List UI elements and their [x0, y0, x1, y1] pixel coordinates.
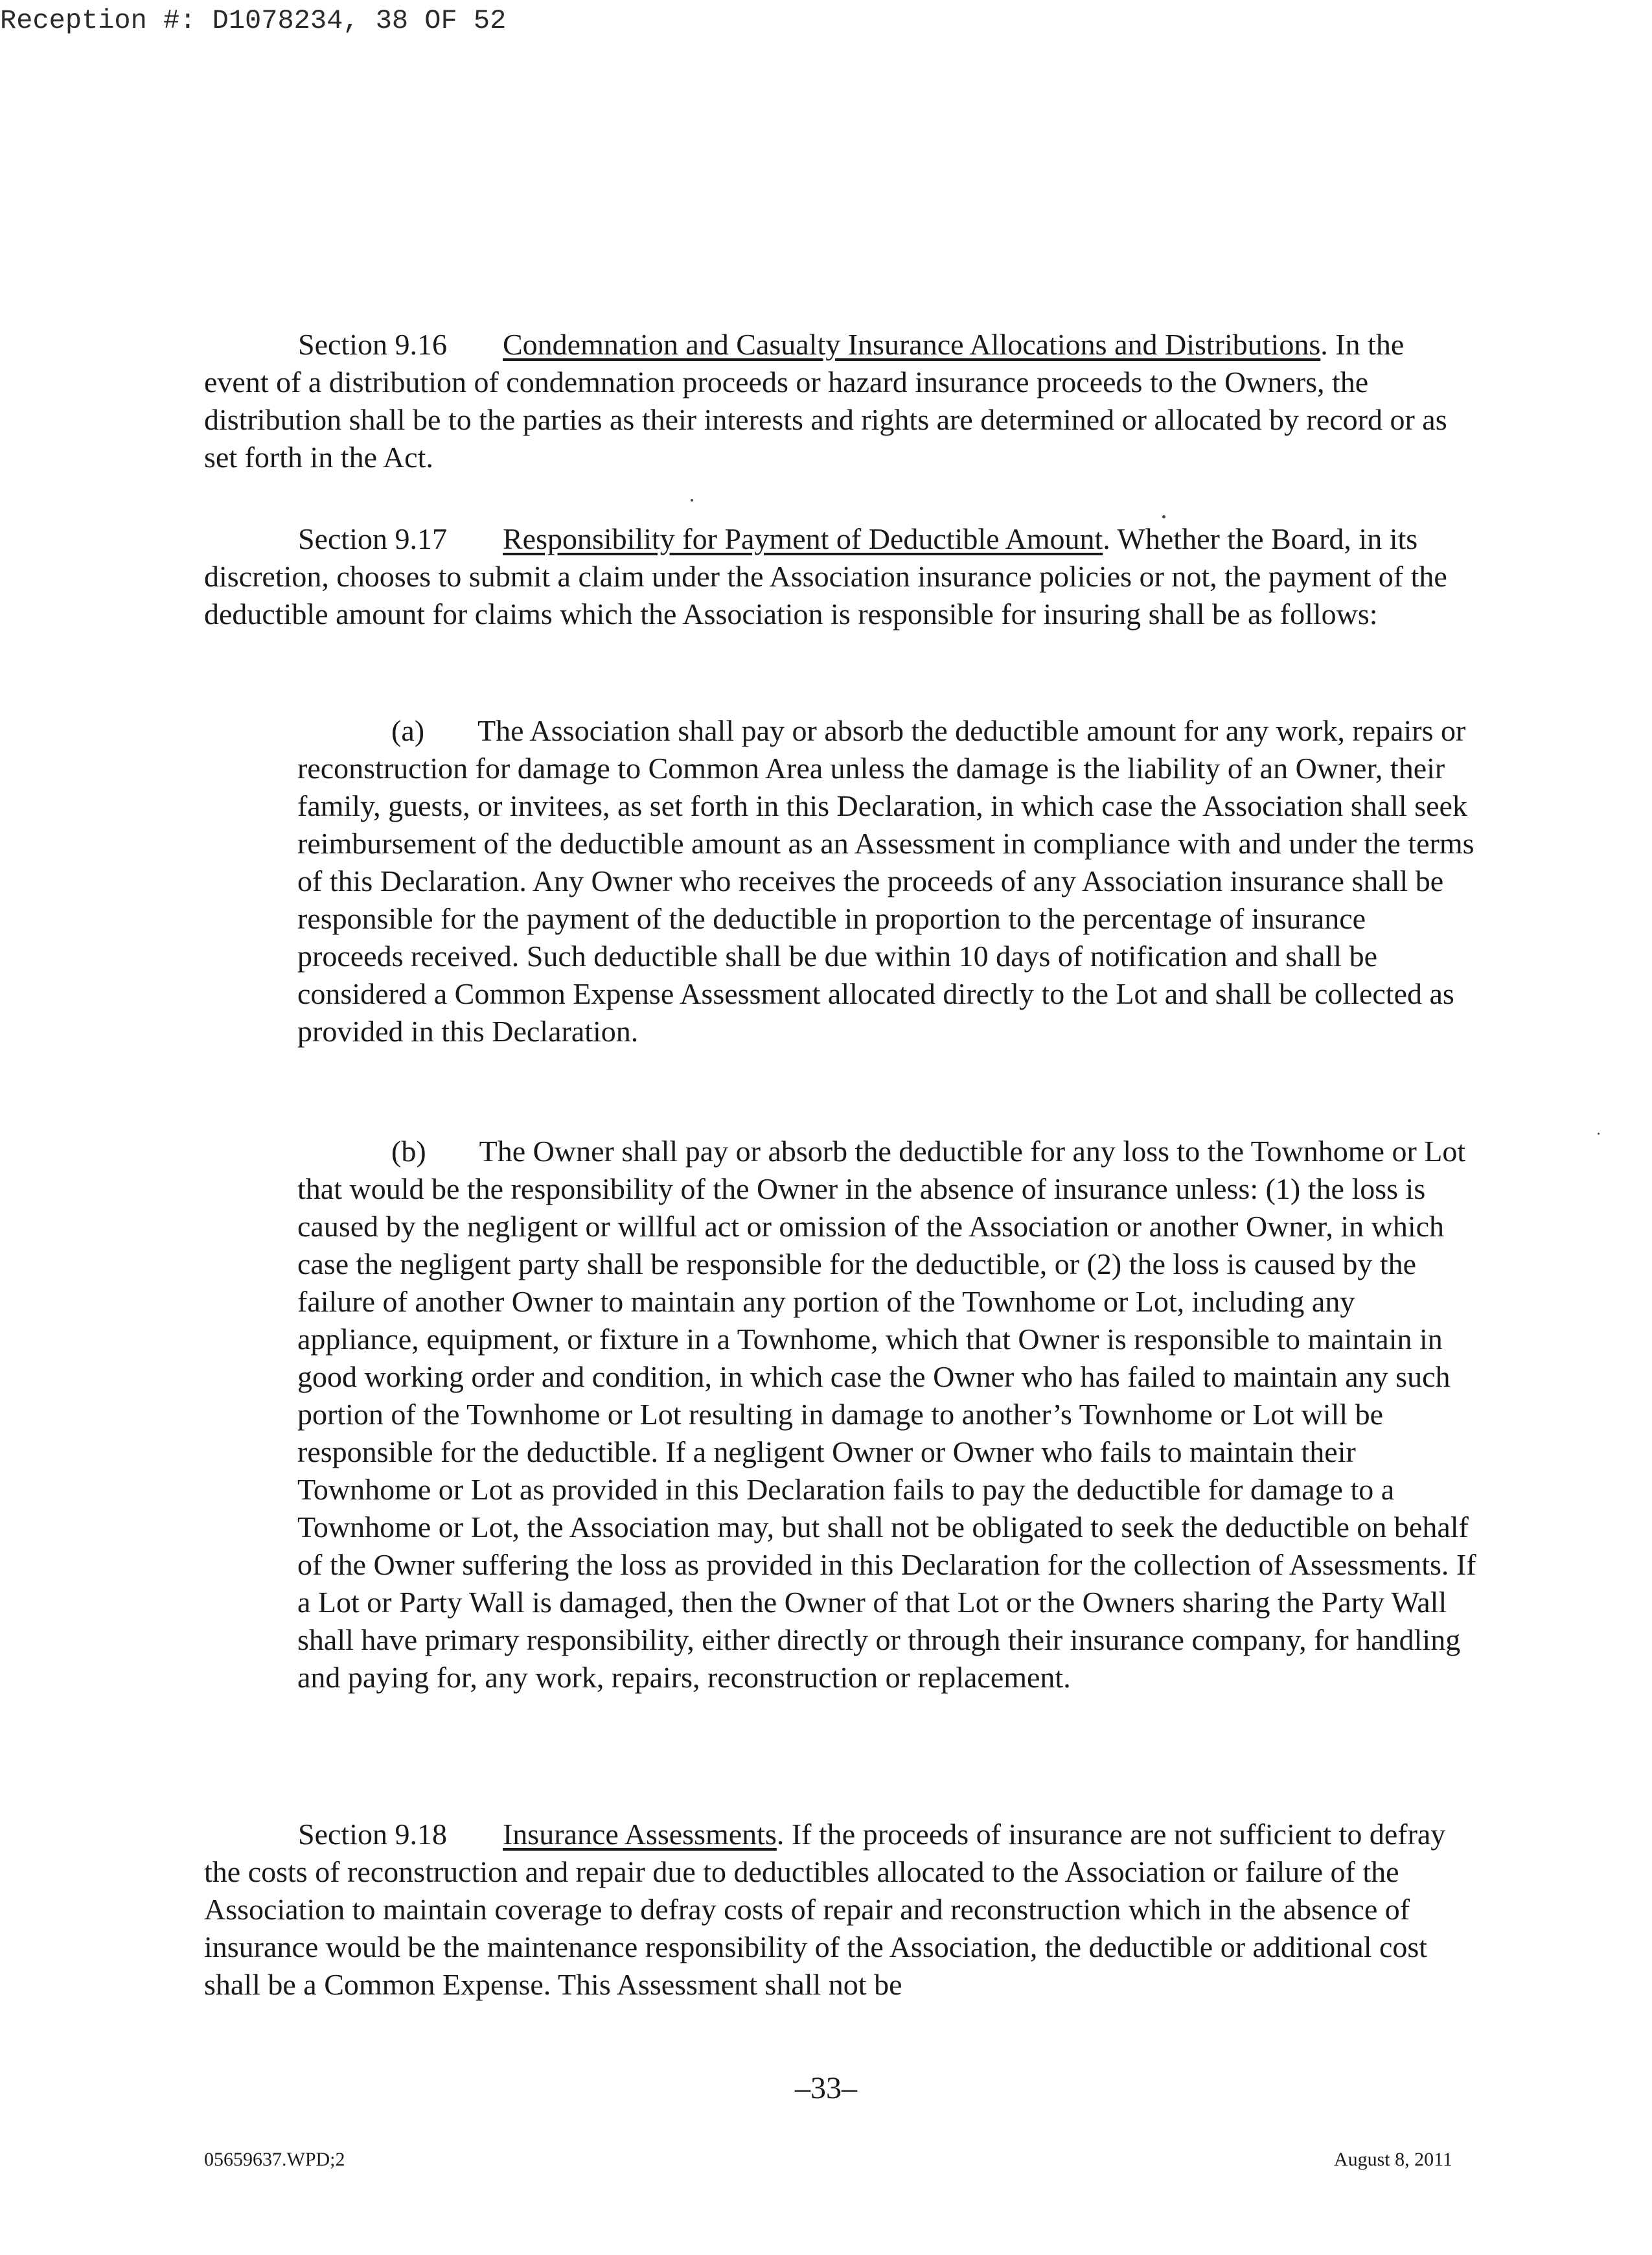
section-heading: Responsibility for Payment of Deductible Amount — [502, 522, 1103, 555]
section-number: Section 9.17 — [298, 522, 447, 555]
section-9-17-paragraph — [204, 520, 1467, 633]
section-text: . If the proceeds of insurance are not sufficient to defray the costs of reconstruction and repair due to deductibles allocated to the Association or failure of the Association to maintain coverage to defray costs of repair and reconstruction which in the absence of insurance would be the maintenance responsibility of the Association, the deductible or additional cost shall be a Common Expense. This Assessment shall not be — [204, 1818, 1446, 2001]
page-number: –33– — [795, 2071, 857, 2105]
section-9-18 — [204, 1816, 1467, 2004]
scan-speck — [691, 499, 693, 502]
section-heading: Insurance Assessments — [502, 1818, 777, 1851]
section-heading: Condemnation and Casualty Insurance Allocations and Distributions — [502, 328, 1321, 361]
subsection-label: (b) — [391, 1135, 426, 1168]
subsection-label: (a) — [391, 714, 425, 747]
reception-stamp: Reception #: D1078234, 38 OF 52 — [0, 5, 507, 36]
section-9-16 — [204, 326, 1467, 476]
document-id: 05659637.WPD;2 — [204, 2149, 345, 2170]
subsection-text: The Association shall pay or absorb the deductible amount for any work, repairs or reconstruction for damage to Common Area unless the damage is the liability of an Owner, their family, guests, or invitees, as set forth in this Declaration, in which case the Association shall seek reimbursement of the deductible amount as an Assessment in compliance with and under the terms of this Declaration. Any Owner who receives the proceeds of any Association insurance shall be responsible for the payment of the deductible in proportion to the percentage of insurance proceeds received. Such deductible shall be due within 10 days of notification and shall be considered a Common Expense Assessment allocated directly to the Lot and shall be collected as provided in this Declaration. — [297, 714, 1474, 1048]
section-9-17 — [204, 520, 1467, 633]
section-9-16-paragraph — [204, 326, 1467, 476]
scan-speck — [1598, 1133, 1600, 1135]
subsection-b-paragraph — [297, 1133, 1476, 1696]
scan-speck — [1162, 515, 1165, 518]
subsection-text: The Owner shall pay or absorb the deductible for any loss to the Townhome or Lot that would be the responsibility of the Owner in the absence of insurance unless: (1) the loss is caused by the negligent or willful act or omission of the Association or another Owner, in which case the negligent party shall be responsible for the deductible, or (2) the loss is caused by the failure of another Owner to maintain any portion of the Townhome or Lot, including any appliance, equipment, or fixture in a Townhome, which that Owner is responsible to maintain in good working order and condition, in which case the Owner who has failed to maintain any such portion of the Townhome or Lot resulting in damage to another’s Townhome or Lot will be responsible for the deductible. If a negligent Owner or Owner who fails to maintain their Townhome or Lot as provided in this Declaration fails to pay the deductible for damage to a Townhome or Lot, the Association may, but shall not be obligated to seek the deductible on behalf of the Owner suffering the loss as provided in this Declaration for the collection of Assessments. If a Lot or Party Wall is damaged, then the Owner of that Lot or the Owners sharing the Party Wall shall have primary responsibility, either directly or through their insurance company, for handling and paying for, any work, repairs, reconstruction or replacement. — [297, 1135, 1476, 1694]
document-date: August 8, 2011 — [1333, 2149, 1452, 2170]
section-9-18-paragraph — [204, 1816, 1467, 2004]
subsection-a-paragraph — [297, 712, 1476, 1050]
subsection-a — [297, 712, 1476, 1050]
section-text: . Whether the Board, in its discretion, chooses to submit a claim under the Association insurance policies or not, the payment of the deductible amount for claims which the Association is responsible for insuring shall be as follows: — [204, 522, 1447, 630]
section-number: Section 9.16 — [298, 328, 447, 361]
subsection-b — [297, 1133, 1476, 1696]
section-text: . In the event of a distribution of condemnation proceeds or hazard insurance proceeds to the Owners, the distribution shall be to the parties as their interests and rights are determined or allocated by record or as set forth in the Act. — [204, 328, 1447, 474]
section-number: Section 9.18 — [298, 1818, 447, 1851]
